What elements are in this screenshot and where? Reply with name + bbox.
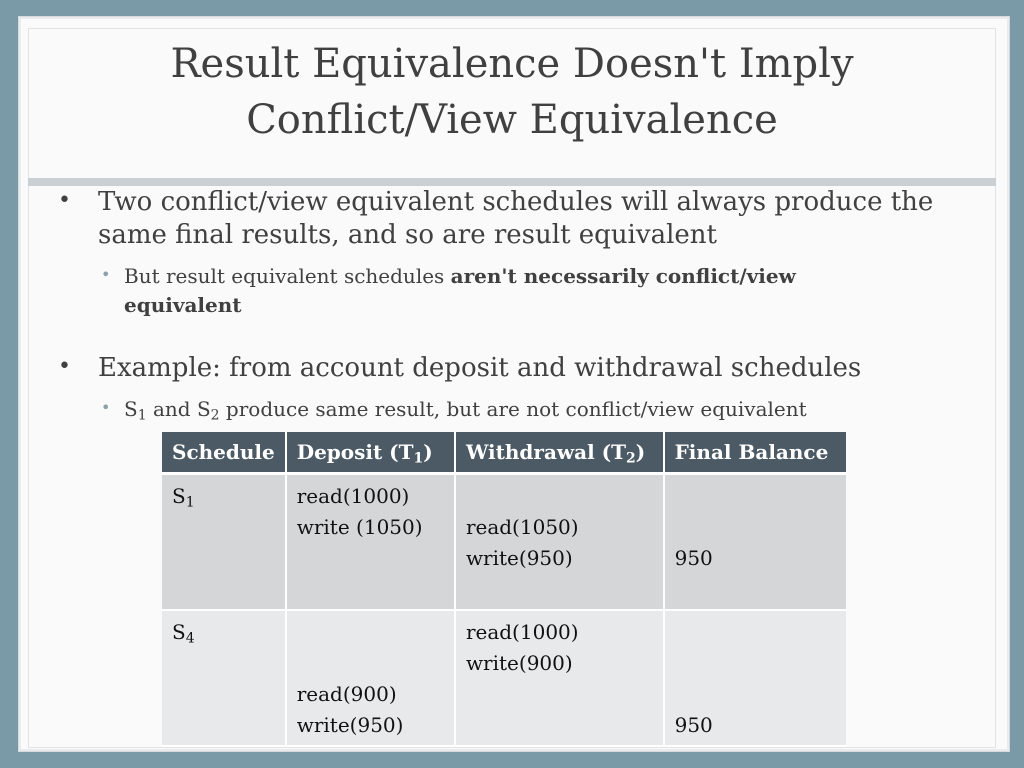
table-row [162, 474, 846, 611]
cell-schedule: $S_4$ [162, 610, 286, 746]
cell-schedule: $S_1$ [162, 474, 286, 611]
cell-final-balance: 950 [664, 474, 846, 611]
bullet-2-line-1: Example: from account deposit and withdrawal schedules [98, 353, 862, 383]
schedule-table [162, 432, 846, 747]
title-line-2: Conflict/View Equivalence [246, 97, 778, 143]
sub-bullet-marker-2: • [101, 398, 111, 417]
table-row [162, 610, 846, 746]
slide-title [0, 36, 1024, 148]
cell-final-balance: 950 [664, 610, 846, 746]
title-line-1: Result Equivalence Doesn't Imply [170, 41, 854, 87]
sub-bullet-2: $S_1$ and $S_2$ produce same result, but are not conflict/view equivalent [124, 397, 807, 424]
header-final-balance: Final Balance [664, 432, 846, 474]
cell-deposit: read(1000) write (1050) [286, 474, 455, 611]
cell-deposit: read(900) write(950) [286, 610, 455, 746]
header-schedule: Schedule [162, 432, 286, 474]
cell-withdrawal: read(1050) write(950) [455, 474, 664, 611]
sub-bullet-1-prefix: But result equivalent schedules [124, 264, 451, 288]
bullet-marker-1: • [58, 188, 71, 213]
header-deposit: Deposit $(T_1)$ [286, 432, 455, 474]
header-withdrawal: Withdrawal $(T_2)$ [455, 432, 664, 474]
sub-bullet-1-bold-cont: equivalent [124, 293, 242, 317]
title-divider [28, 178, 996, 186]
table-header-row [162, 432, 846, 474]
cell-withdrawal: read(1000) write(900) [455, 610, 664, 746]
bullet-marker-2: • [58, 354, 71, 379]
bullet-1-line-1: Two conflict/view equivalent schedules will always produce the [98, 187, 934, 217]
sub-bullet-marker-1: • [101, 265, 111, 284]
bullet-2 [98, 352, 861, 385]
sub-bullet-1 [124, 262, 796, 320]
sub-bullet-1-bold: aren't necessarily conflict/view [450, 264, 796, 288]
bullet-1-line-2: same final results, and so are result equivalent [98, 220, 717, 250]
bullet-1 [98, 186, 933, 252]
